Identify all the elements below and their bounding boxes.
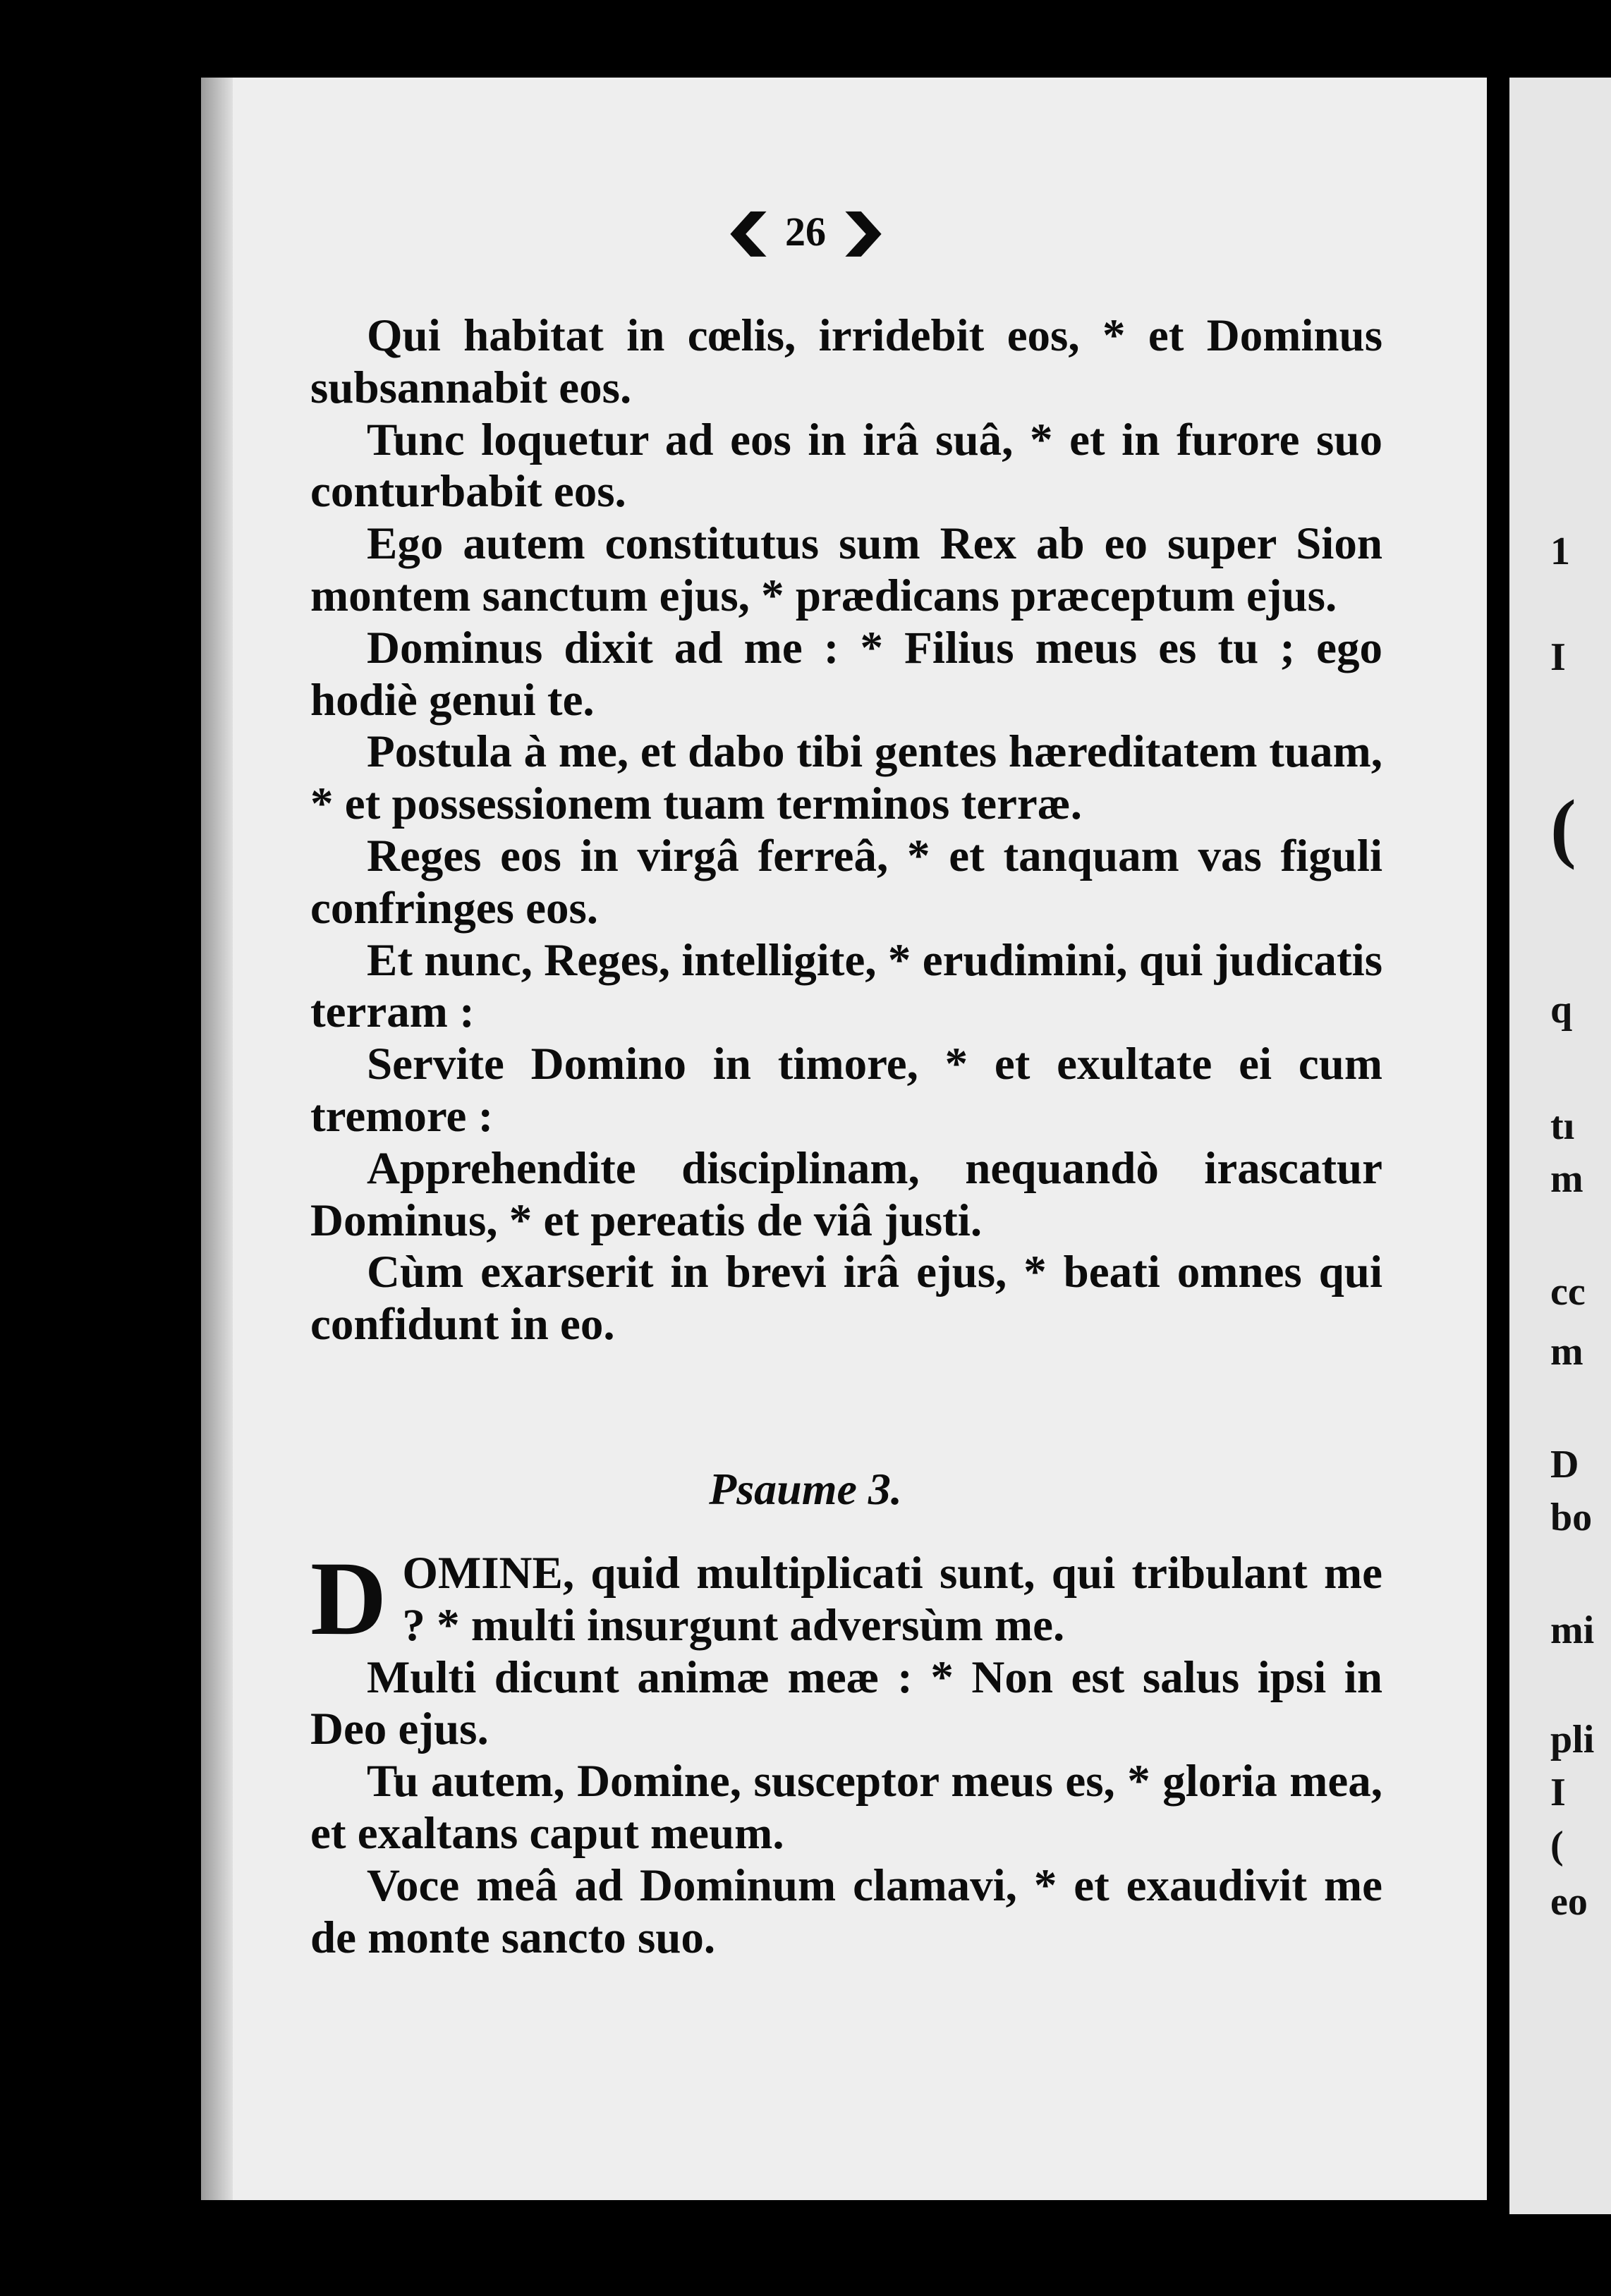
facing-page-edge	[1509, 78, 1611, 2214]
facing-page-fragment: m	[1550, 1330, 1583, 1374]
psalm-heading: Psaume 3.	[709, 1464, 902, 1514]
verse: Apprehendite disciplinam, nequandò irascatur Dominus, * et pereatis de viâ justi.	[310, 1142, 1382, 1246]
verse: Cùm exarserit in brevi irâ ejus, * beati omnes qui confidunt in eo.	[310, 1247, 1382, 1350]
facing-page-fragment: I	[1550, 635, 1566, 679]
psalm-3-verses	[310, 1540, 1382, 1964]
page-number: 26	[785, 209, 826, 255]
facing-page-fragment: tı	[1550, 1104, 1575, 1148]
verse: Et nunc, Reges, intelligite, * erudimini, qui judicatis terram :	[310, 934, 1382, 1038]
facing-page-fragment: mi	[1550, 1608, 1595, 1652]
facing-page-fragment: q	[1550, 988, 1573, 1032]
drop-cap: D	[310, 1540, 387, 1657]
page-gutter	[201, 78, 233, 2200]
verse: Multi dicunt animæ meæ : * Non est salus ipsi in Deo ejus.	[310, 1651, 1382, 1755]
facing-page-fragment: (	[1550, 784, 1576, 870]
verse: Postula à me, et dabo tibi gentes hæreditatem tuam, * et possessionem tuam terminos terræ.	[310, 726, 1382, 830]
facing-page-fragment: 1	[1550, 530, 1570, 573]
right-ornament-icon: ❯	[837, 207, 889, 255]
verse: Tunc loquetur ad eos in irâ suâ, * et in furore suo conturbabit eos.	[310, 414, 1382, 518]
first-verse	[310, 1540, 1382, 1657]
verse: Qui habitat in cœlis, irridebit eos, * et Dominus subsannabit eos.	[310, 310, 1382, 413]
verse: Servite Domino in timore, * et exultate ei cum tremore :	[310, 1039, 1382, 1142]
facing-page-fragment: bo	[1550, 1496, 1593, 1539]
left-ornament-icon: ❮	[722, 207, 774, 255]
verse: Voce meâ ad Dominum clamavi, * et exaudivit me de monte sancto suo.	[310, 1860, 1382, 1963]
facing-page-fragment: eo	[1550, 1880, 1588, 1924]
psalm-2-verses	[310, 310, 1382, 1351]
facing-page-fragment: pli	[1550, 1718, 1595, 1761]
verse: Dominus dixit ad me : * Filius meus es tu ; ego hodiè genui te.	[310, 622, 1382, 726]
first-verse-text: OMINE, quid multiplicati sunt, qui tribulant me ? * multi insurgunt adversùm me.	[402, 1548, 1382, 1651]
verse: Tu autem, Domine, susceptor meus es, * gloria mea, et exaltans caput meum.	[310, 1756, 1382, 1859]
page-header	[0, 204, 1611, 257]
verse: Ego autem constitutus sum Rex ab eo super Sion montem sanctum ejus, * prædicans præceptum ejus.	[310, 518, 1382, 621]
verse: Reges eos in virgâ ferreâ, * et tanquam vas figuli confringes eos.	[310, 830, 1382, 934]
facing-page-fragment: D	[1550, 1443, 1579, 1486]
facing-page-fragment: I	[1550, 1771, 1566, 1814]
facing-page-fragment: cc	[1550, 1270, 1586, 1314]
facing-page-fragment: (	[1550, 1824, 1564, 1867]
facing-page-fragment: m	[1550, 1157, 1583, 1201]
